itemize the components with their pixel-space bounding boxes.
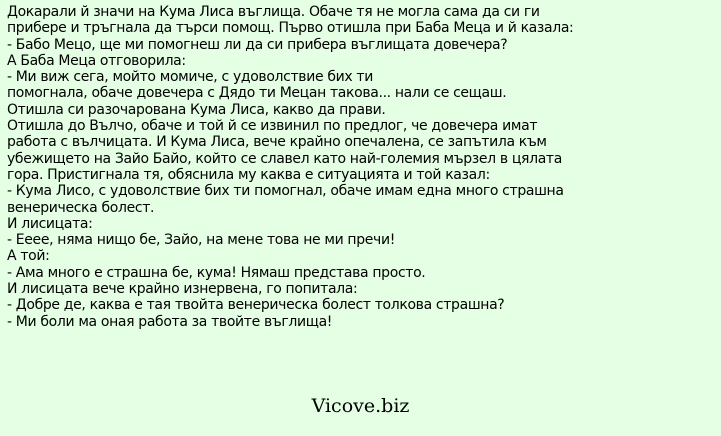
text-line: помогнала, обаче довечера с Дядо ти Мецан такова... нали се сещаш. xyxy=(7,85,507,102)
text-line: Докарали й значи на Кума Лиса въглища. Обаче тя не могла сама да си ги xyxy=(7,4,540,20)
text-line: - Добре де, каква е тая твойта венерическа болест толкова страшна? xyxy=(7,297,505,314)
text-line: - Бабо Мецо, ще ми помогнеш ли да си прибера въглищата довечера? xyxy=(7,36,508,53)
text-line: А Баба Меца отговорила: xyxy=(7,52,186,69)
text-line: - Ама много е страшна бе, кума! Нямаш представа просто. xyxy=(7,264,426,281)
joke-text xyxy=(7,4,717,330)
text-line: - Кума Лисо, с удоволствие бих ти помогнал, обаче имам една много страшна xyxy=(7,183,564,200)
text-line: - Ееее, няма нищо бе, Зайо, на мене това не ми пречи! xyxy=(7,232,395,249)
text-line: - Ми боли ма оная работа за твойте въглища! xyxy=(7,313,333,330)
site-watermark: Vicove.biz xyxy=(311,395,410,417)
text-line: И лисицата: xyxy=(7,215,93,232)
text-line: гора. Пристигнала тя, обяснила му каква е ситуацията и той казал: xyxy=(7,166,490,183)
text-line: прибере и тръгнала да търси помощ. Първо отишла при Баба Меца и й казала: xyxy=(7,20,574,37)
text-line: А той: xyxy=(7,248,50,265)
text-line: Отишла до Вълчо, обаче и той й се извинил по предлог, че довечера имат xyxy=(7,118,538,135)
text-line: - Ми виж сега, мойто момиче, с удоволствие бих ти xyxy=(7,69,373,86)
text-line: работа с вълчицата. И Кума Лиса, вече крайно опечалена, се запътила към xyxy=(7,134,547,151)
text-line: И лисицата вече крайно изнервена, го попитала: xyxy=(7,281,358,298)
text-line: убежището на Зайо Байо, който се славел като най-големия мързел в цялата xyxy=(7,150,562,167)
text-line: Отишла си разочарована Кума Лиса, какво да прави. xyxy=(7,101,386,118)
text-line: венерическа болест. xyxy=(7,199,155,216)
